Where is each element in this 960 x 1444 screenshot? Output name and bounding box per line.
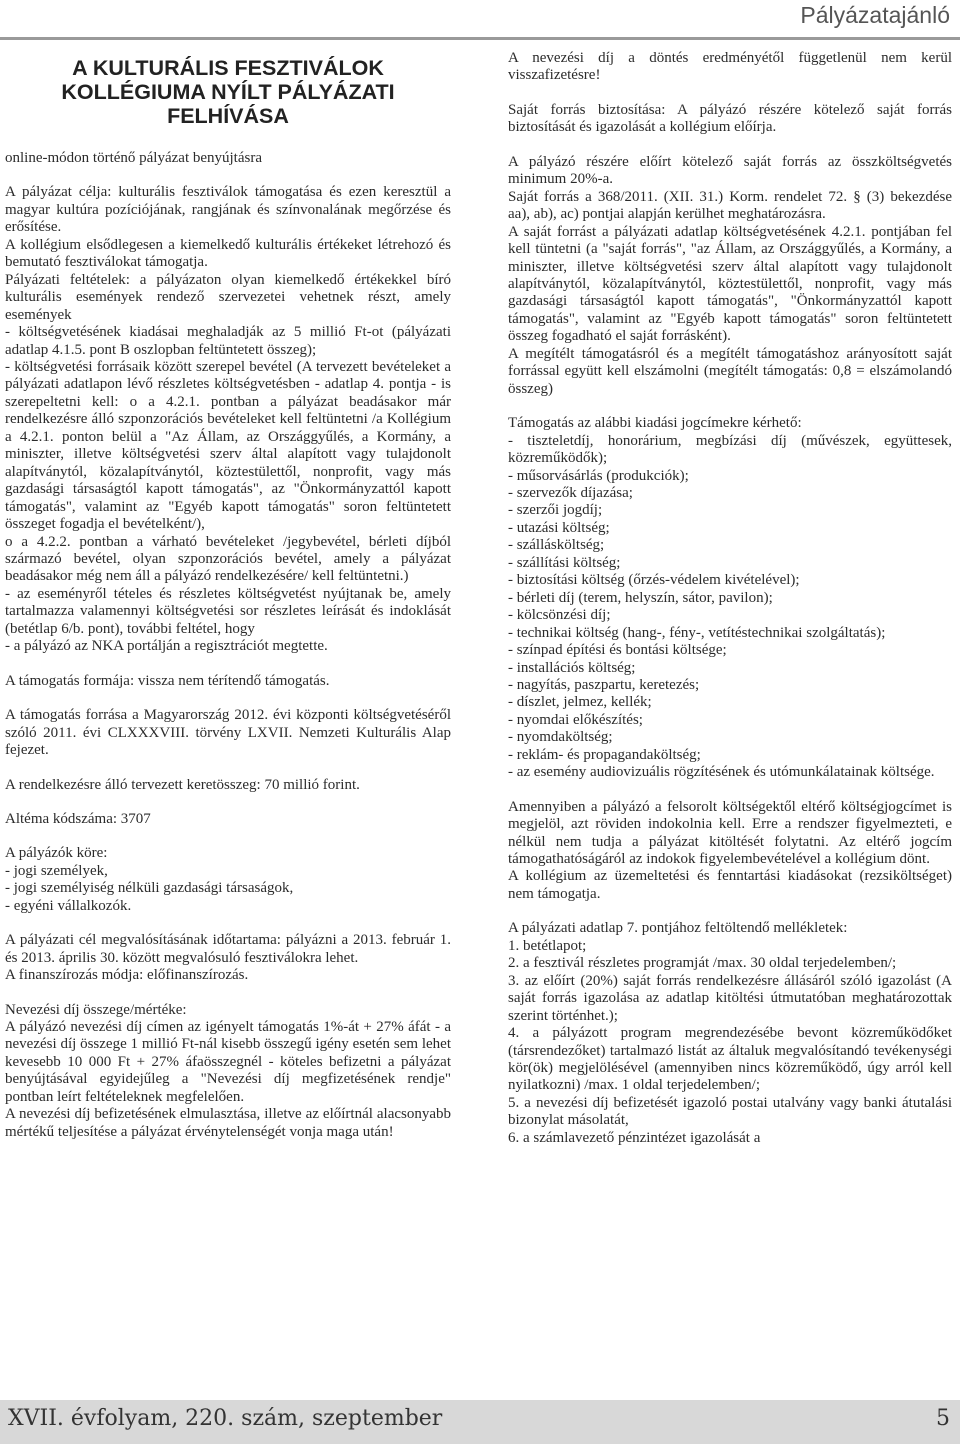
header-rule	[0, 37, 960, 40]
attachment-item: 4. a pályázott program megrendezésébe bevont közreműködőket (társrendezőket) tartalmazó listát az általuk megvalósítandó tevékenységi kör(ök) megjelölésével (amennyiben nincs közreműködő, úgy arról kell nyilatkozni) /max. 1 oldal terjedelemben/;	[508, 1025, 952, 1094]
condition-item: - költségvetésének kiadásai meghaladják az 5 millió Ft-ot (pályázati adatlap 4.1.5. pont B oszlopban feltüntetett összeg);	[5, 324, 451, 358]
attachments-heading: A pályázati adatlap 7. pontjához feltöltendő mellékletek:	[508, 920, 848, 937]
article-title	[35, 56, 421, 128]
college-paragraph: A kollégium elsődlegesen a kiemelkedő kulturális értékeket létrehozó és bemutató fesztiválokat támogatja.	[5, 236, 451, 271]
required-own-funds: A pályázó részére előírt kötelező saját forrás az összköltségvetés minimum 20%-a.	[508, 153, 952, 188]
applicant-item: - jogi személyiség nélküli gazdasági társaságok,	[5, 880, 294, 897]
entry-fee-heading: Nevezési díj összege/mértéke:	[5, 1001, 187, 1018]
overhead-paragraph: A kollégium az üzemeltetési és fenntartási kiadásokat (rezsiköltséget) nem támogatja.	[508, 868, 952, 902]
datasheet-paragraph: A saját forrást a pályázati adatlap költségvetésének 4.2.1. pontjában fel kell tüntetni (a "saját forrás", "az Állam, az Országgyűlés, a Kormány, a miniszter, illetve költségvetési szerv által alapított vagy tulajdonolt alapítványtól, közalapítványtól, köztestülettől, nonprofit, vagy más gazdasági társaságtól kapott támogatás", "Önkormányzattól kapott támogatás", valamint az "Egyéb kapott támogatás" soron feltüntetett összeg fogadható el saját forrásként).	[508, 223, 952, 345]
left-column	[5, 50, 451, 1141]
expense-title-item: - reklám- és propagandaköltség;	[508, 746, 701, 763]
condition-item: o a 4.2.2. pontban a várható bevételeket /jegybevétel, bérleti díjból származó bevétel, olyan szponzorációs bevétel, amely a pályázat beadásakor még nem áll a pályázó rendelkezésére/ kell feltüntetni.)	[5, 533, 451, 585]
page-header	[0, 0, 960, 40]
expense-title-item: - díszlet, jelmez, kellék;	[508, 694, 652, 711]
attachment-item: 5. a nevezési díj befizetését igazoló postai utalvány vagy banki átutalási bizonylat másolatát,	[508, 1094, 952, 1129]
section-label: Pályázatajánló	[800, 2, 950, 28]
expense-title-item: - utazási költség;	[508, 519, 610, 536]
page-footer	[0, 1400, 960, 1444]
subtopic-code: Altéma kódszáma: 3707	[5, 810, 151, 827]
attachment-item: 1. betétlapot;	[508, 937, 587, 954]
attachment-item: 2. a fesztivál részletes programját /max. 30 oldal terjedelemben/;	[508, 955, 897, 972]
attachments-list	[508, 938, 952, 1147]
expense-title-item: - tiszteletdíj, honorárium, megbízási díj (művészek, együttesek, közreműködők);	[508, 432, 952, 467]
support-form: A támogatás formája: vissza nem térítendő támogatás.	[5, 672, 330, 689]
deviation-paragraph: Amennyiben a pályázó a felsorolt költségektől eltérő költségjogcímet is megjelöl, azt röviden indokolnia kell. Erre a rendszer figyelmezteti, e nélkül nem tudja a pályázat kitöltését folytatni. Az eltérő jogcím támogathatóságáról az indokok figyelembevételével a kollégium dönt.	[508, 798, 952, 868]
page-number: 5	[936, 1406, 950, 1431]
title-line: KOLLÉGIUMA NYÍLT PÁLYÁZATI	[61, 80, 395, 104]
expense-title-item: - műsorvásárlás (produkciók);	[508, 467, 689, 484]
expense-titles-heading: Támogatás az alábbi kiadási jogcímekre kérhető:	[508, 415, 802, 432]
expense-title-item: - biztosítási költség (őrzés-védelem kivételével);	[508, 572, 800, 589]
conditions-intro: Pályázati feltételek: a pályázaton olyan kiemelkedő értékekkel bíró kulturális események rendező szervezetei vehetnek részt, amely események	[5, 271, 451, 323]
title-line: FELHÍVÁSA	[167, 104, 289, 128]
expense-title-item: - szállítási költség;	[508, 554, 621, 571]
expense-title-item: - installációs költség;	[508, 659, 636, 676]
attachment-item: 3. az előírt (20%) saját forrás rendelkezésre állásáról szóló igazolást (A saját forrás igazolása az adatlap kitöltési útmutatóban meghatározottak szerint történhet.);	[508, 972, 952, 1024]
duration-paragraph: A pályázati cél megvalósításának időtartama: pályázni a 2013. február 1. és 2013. április 30. között megvalósuló fesztiválokra lehet.	[5, 932, 451, 966]
online-note: online-módon történő pályázat benyújtásra	[5, 150, 262, 166]
no-refund-paragraph: A nevezési díj a döntés eredményétől függetlenül nem kerül visszafizetésre!	[508, 50, 952, 84]
decree-paragraph: Saját forrás a 368/2011. (XII. 31.) Korm. rendelet 72. § (3) bekezdése aa), ab), ac) pontjai alapján kerülhet meghatározásra.	[508, 188, 952, 223]
applicants-heading: A pályázók köre:	[5, 845, 108, 862]
right-column	[508, 50, 952, 1147]
expense-title-item: - az esemény audiovizuális rögzítésének és utómunkálatainak költsége.	[508, 764, 935, 781]
entry-fee-failure: A nevezési díj befizetésének elmulasztása, illetve az előírtnál alacsonyabb mértékű teljesítése a pályázat érvénytelenségét vonja maga után!	[5, 1106, 451, 1140]
condition-item: - a pályázó az NKA portálján a regisztrációt megtette.	[5, 638, 328, 655]
support-source: A támogatás forrása a Magyarország 2012. évi központi költségvetéséről szóló 2011. évi CLXXXVIII. törvény LXVII. Nemzeti Kulturális Alap fejezet.	[5, 707, 451, 759]
title-line: A KULTURÁLIS FESZTIVÁLOK	[72, 56, 384, 80]
expense-title-item: - nagyítás, paszpartu, keretezés;	[508, 676, 700, 693]
goal-paragraph: A pályázat célja: kulturális fesztiválok támogatása és ezen keresztül a magyar kultúra pozíciójának, rangjának és színvonalának megőrzése és erősítése.	[5, 184, 451, 236]
expense-title-item: - kölcsönzési díj;	[508, 607, 611, 624]
expense-title-item: - technikai költség (hang-, fény-, vetítéstechnikai szolgáltatás);	[508, 624, 886, 641]
entry-fee-paragraph: A pályázó nevezési díj címen az igényelt támogatás 1%-át + 27% áfát - a nevezési díj összege 1 millió Ft-nál kisebb összegű igény esetén sem lehet kevesebb 10 000 Ft + 27% áfaösszegnél - köteles befizetni a pályázat benyújtásával egyidejűleg a "Nevezési díj megfizetésének rendje" pontban leírt feltételeknek megfelelően.	[5, 1019, 451, 1105]
proportion-paragraph: A megítélt támogatásról és a megítélt támogatáshoz arányosított saját forrással együtt kell elszámolni (megítélt támogatás: 0,8 = elszámolandó összeg)	[508, 345, 952, 397]
expense-title-item: - szállásköltség;	[508, 537, 605, 554]
expense-title-item: - szervezők díjazása;	[508, 484, 633, 501]
expense-titles-list	[508, 433, 952, 782]
applicant-item: - jogi személyek,	[5, 862, 108, 879]
expense-title-item: - színpad építési és bontási költsége;	[508, 642, 727, 659]
expense-title-item: - bérleti díj (terem, helyszín, sátor, pavilon);	[508, 589, 773, 606]
attachment-item: 6. a számlavezető pénzintézet igazolását a	[508, 1129, 761, 1146]
applicant-item: - egyéni vállalkozók.	[5, 897, 132, 914]
issue-info: XVII. évfolyam, 220. szám, szeptember	[8, 1406, 443, 1431]
condition-item: - az eseményről tételes és részletes költségvetést nyújtanak be, amely tartalmazza valamennyi költségvetési sor részletes leírását és indoklását (betétlap 6/b. pont), további feltétel, hogy	[5, 585, 451, 637]
budget-total: A rendelkezésre álló tervezett keretösszeg: 70 millió forint.	[5, 776, 360, 793]
expense-title-item: - nyomdaköltség;	[508, 729, 613, 746]
expense-title-item: - nyomdai előkészítés;	[508, 711, 643, 728]
financing-paragraph: A finanszírozás módja: előfinanszírozás.	[5, 967, 249, 984]
condition-item: - költségvetési forrásaik között szerepel bevétel (A tervezett bevételeket a pályázati adatlapon lévő részletes költségvetésben - adatlap 4. pontja - is szerepeltetni kell: o a 4.2.1. pontban a pályázat beadásakor már rendelkezésre álló szponzorációs bevételeket kell feltüntetni /a Kollégium a 4.2.1. ponton belül a "Az Állam, az Országgyűlés, a Kormány, a miniszter, illetve költségvetési szerv által alapított vagy tulajdonolt alapítványtól, közalapítványtól, köztestülettől, nonprofit, vagy más gazdasági társaságtól kapott támogatás", az "Önkormányzattól kapott támogatás", valamint az "Egyéb kapott támogatás" soron feltüntetett összeget fogadja el bevételként/),	[5, 358, 451, 533]
own-funds-paragraph: Saját forrás biztosítása: A pályázó részére kötelező saját forrás biztosítását és igazolását a kollégium előírja.	[508, 101, 952, 136]
expense-title-item: - szerzői jogdíj;	[508, 502, 603, 519]
